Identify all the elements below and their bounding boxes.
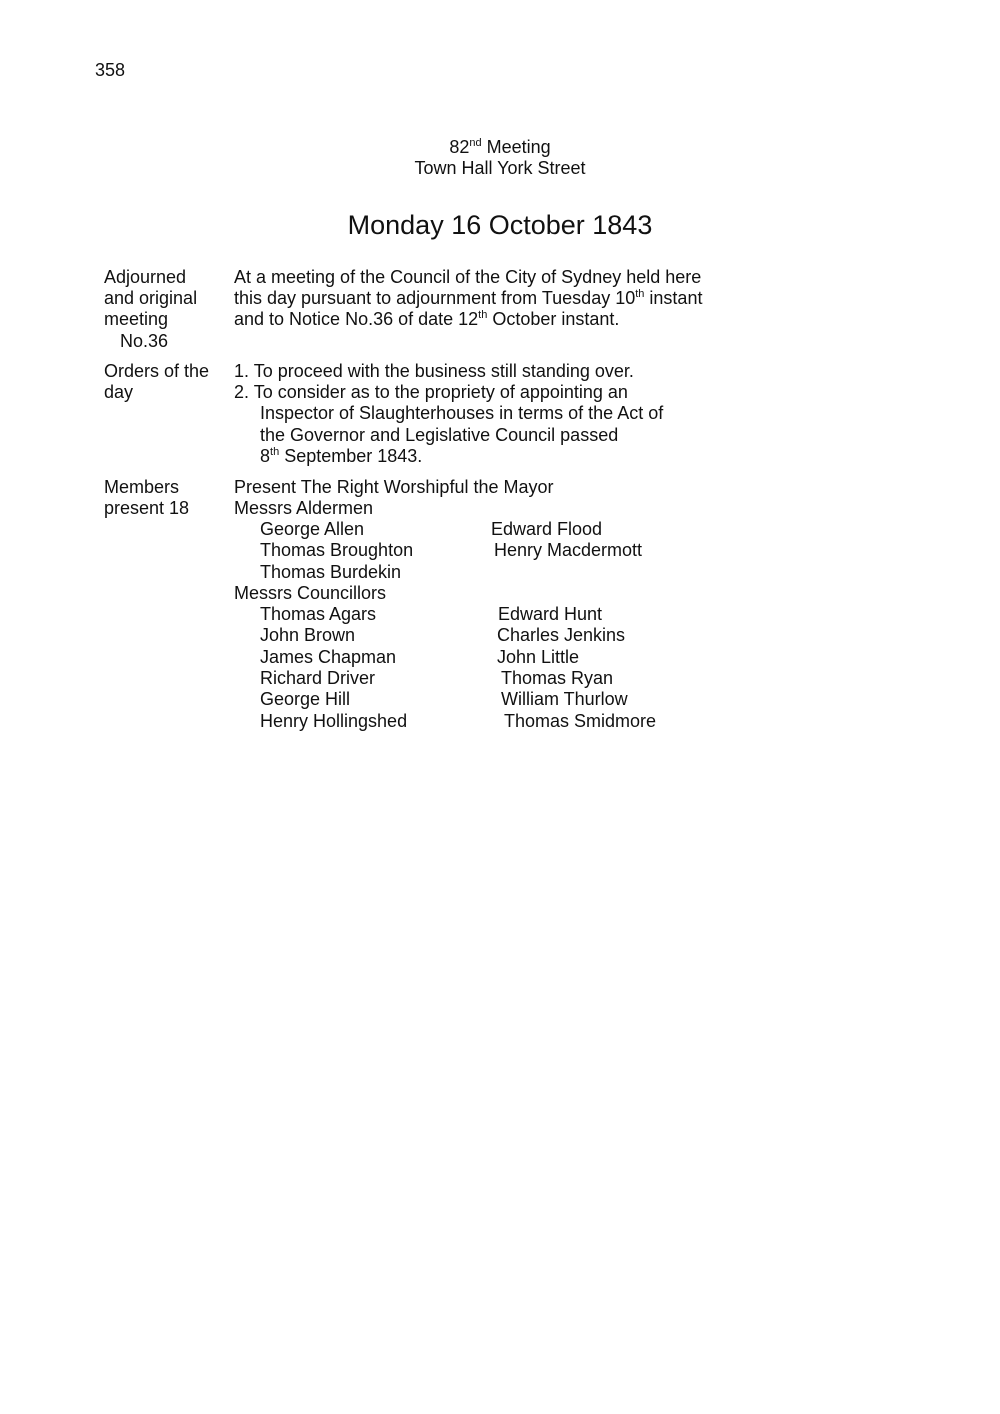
order-item-2-line-1: 2. To consider as to the propriety of appointing an xyxy=(234,382,628,402)
order-item-2-line-2: Inspector of Slaughterhouses in terms of the Act of xyxy=(260,403,664,423)
councillor-right-1: Edward Hunt xyxy=(498,604,603,624)
page-number: 358 xyxy=(95,60,126,80)
margin-note-members-2: present 18 xyxy=(104,498,190,518)
councillors-heading: Messrs Councillors xyxy=(234,583,387,603)
alderman-left-1: George Allen xyxy=(260,519,365,539)
councillor-right-5: William Thurlow xyxy=(501,689,628,709)
margin-note-adjourned-2: and original xyxy=(104,288,198,308)
councillor-left-3: James Chapman xyxy=(260,647,397,667)
meeting-suffix: nd xyxy=(469,137,482,149)
alderman-right-2: Henry Macdermott xyxy=(494,540,643,560)
margin-note-adjourned-3: meeting xyxy=(104,309,169,329)
alderman-right-1: Edward Flood xyxy=(491,519,603,539)
meeting-number-line xyxy=(0,137,1000,158)
councillor-left-4: Richard Driver xyxy=(260,668,376,688)
meeting-word: Meeting xyxy=(486,137,551,157)
margin-note-members-1: Members xyxy=(104,477,180,497)
order-item-2-line-3: the Governor and Legislative Council passed xyxy=(260,425,619,445)
present-line: Present The Right Worshipful the Mayor xyxy=(234,477,554,497)
councillor-right-6: Thomas Smidmore xyxy=(504,711,657,731)
alderman-left-2: Thomas Broughton xyxy=(260,540,414,560)
margin-note-orders-1: Orders of the xyxy=(104,361,210,381)
adjourned-line-2: this day pursuant to adjournment from Tuesday 10th instant xyxy=(234,288,703,308)
councillor-left-5: George Hill xyxy=(260,689,351,709)
venue: Town Hall York Street xyxy=(414,158,586,178)
order-item-1: 1. To proceed with the business still standing over. xyxy=(234,361,634,381)
councillor-right-3: John Little xyxy=(497,647,580,667)
councillor-left-6: Henry Hollingshed xyxy=(260,711,408,731)
aldermen-heading: Messrs Aldermen xyxy=(234,498,374,518)
margin-note-adjourned-1: Adjourned xyxy=(104,267,187,287)
councillor-left-1: Thomas Agars xyxy=(260,604,377,624)
page-title: Monday 16 October 1843 xyxy=(347,210,653,240)
alderman-left-3: Thomas Burdekin xyxy=(260,562,402,582)
councillor-left-2: John Brown xyxy=(260,625,356,645)
margin-note-adjourned-4: No.36 xyxy=(120,331,169,351)
councillor-right-4: Thomas Ryan xyxy=(501,668,614,688)
margin-note-orders-2: day xyxy=(104,382,134,402)
meeting-number: 82 xyxy=(449,137,470,157)
order-item-2-line-4: 8th September 1843. xyxy=(260,446,423,466)
councillor-right-2: Charles Jenkins xyxy=(497,625,626,645)
adjourned-line-3: and to Notice No.36 of date 12th October instant. xyxy=(234,309,620,329)
adjourned-line-1: At a meeting of the Council of the City of Sydney held here xyxy=(234,267,702,287)
